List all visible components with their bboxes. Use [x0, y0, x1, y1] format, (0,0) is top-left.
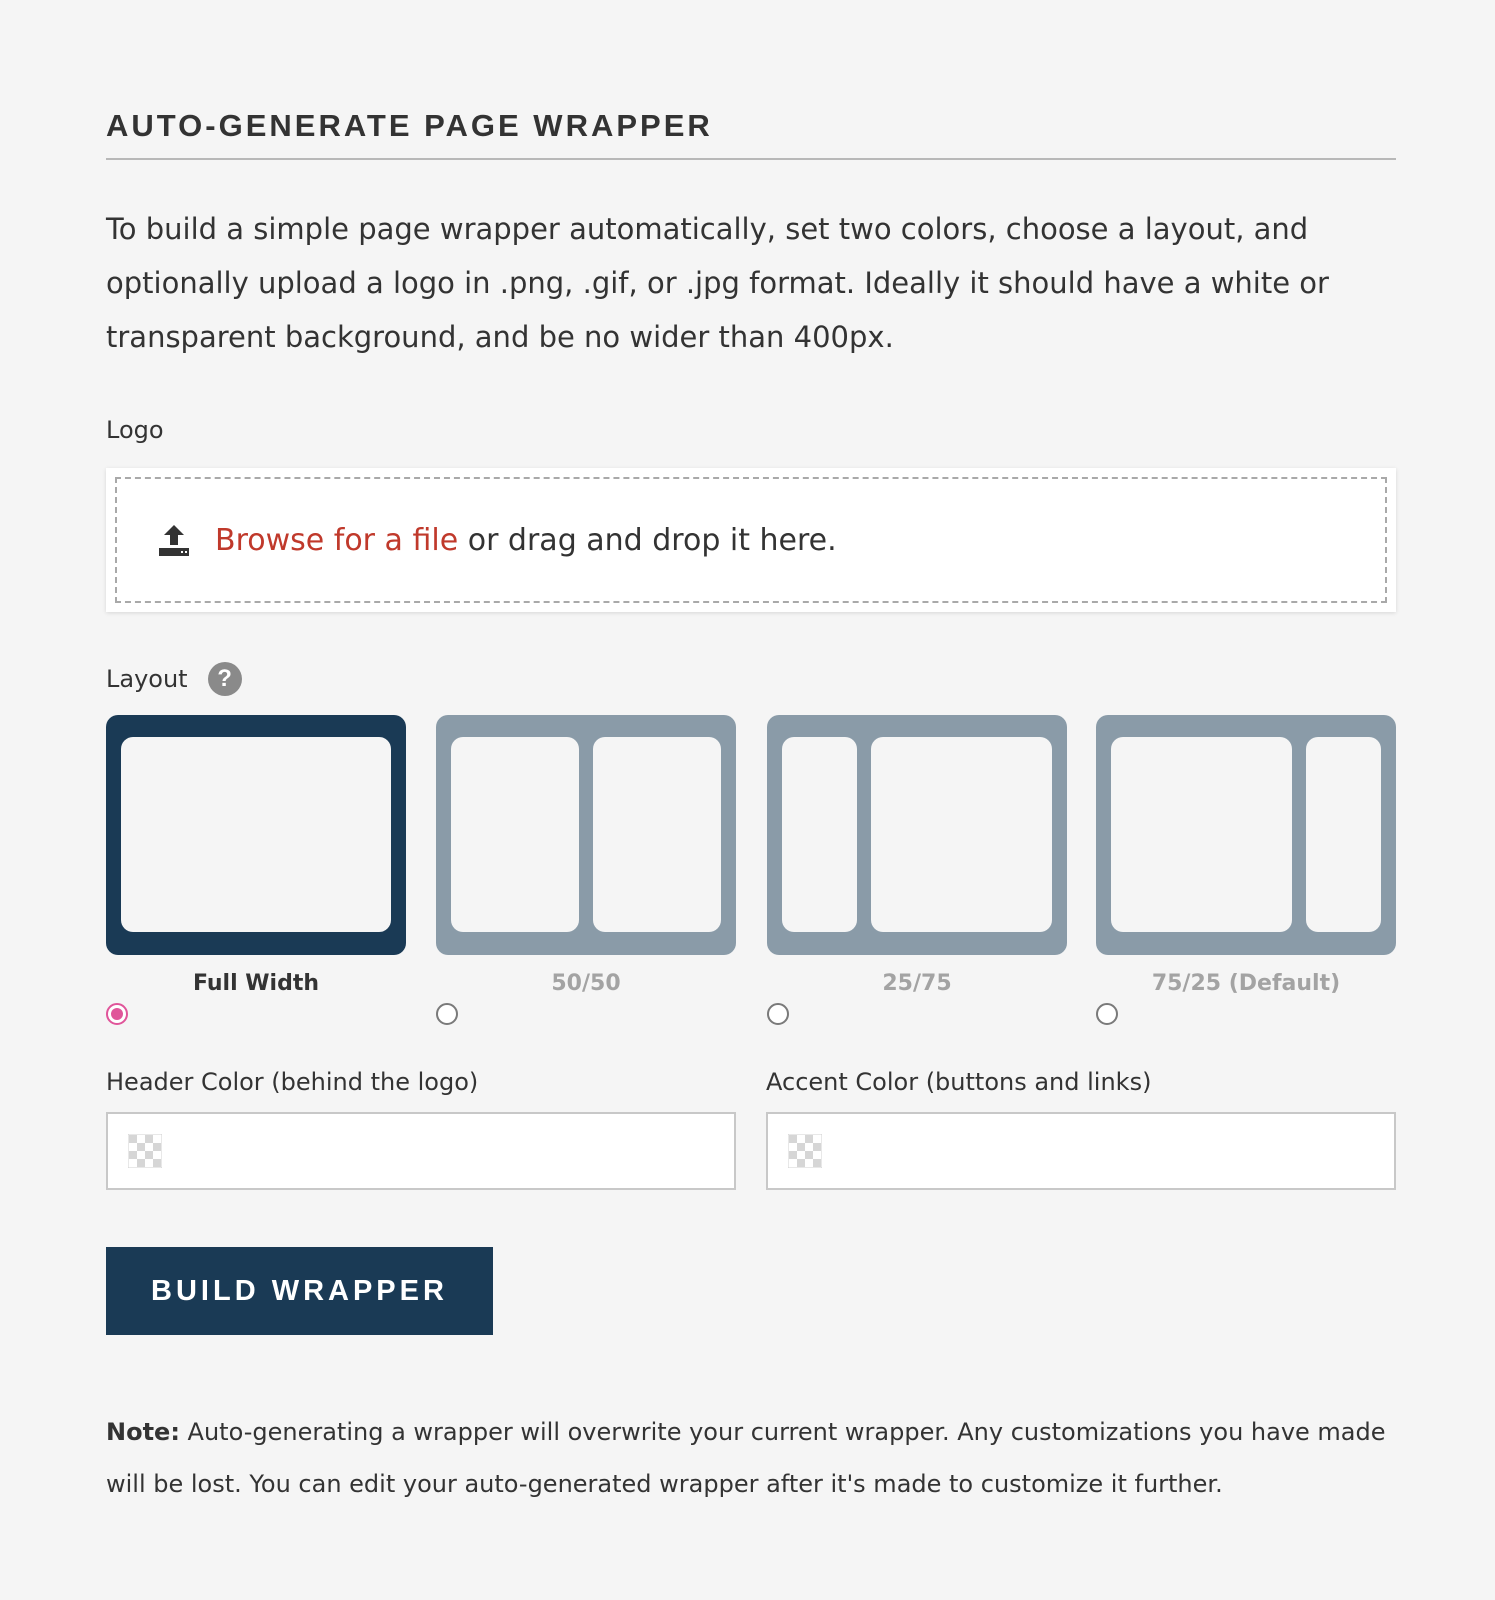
logo-dropzone[interactable]: [106, 468, 1396, 612]
layout-name: 50/50: [551, 971, 621, 996]
drop-text: [215, 523, 837, 558]
layout-option-50-50[interactable]: [436, 715, 736, 1025]
upload-icon: [157, 523, 191, 557]
intro-text: To build a simple page wrapper automatically, set two colors, choose a layout, and optionally upload a logo in .png, .gif, or .jpg format. Ideally it should have a white or transparent background, and be no wider than 400px.: [106, 212, 1329, 354]
layout-name: Full Width: [192, 971, 320, 996]
layout-radio-50-50[interactable]: [436, 1003, 458, 1025]
note-label: Note:: [106, 1418, 180, 1446]
drop-instruction: or drag and drop it here.: [458, 522, 837, 558]
layout-thumb-75-25[interactable]: [1096, 715, 1396, 955]
layout-radio-full-width[interactable]: [106, 1003, 128, 1025]
overwrite-note: [106, 1406, 1396, 1510]
section-title: AUTO-GENERATE PAGE WRAPPER: [106, 108, 713, 143]
transparent-swatch-icon[interactable]: [788, 1134, 822, 1168]
layout-thumb-full-width[interactable]: [106, 715, 406, 955]
accent-color-input[interactable]: [766, 1112, 1396, 1190]
layout-radio-75-25[interactable]: [1096, 1003, 1118, 1025]
layout-option-75-25[interactable]: [1096, 715, 1396, 1025]
layout-pane: [1306, 737, 1381, 932]
layout-option-25-75[interactable]: [767, 715, 1067, 1025]
header-color-input[interactable]: [106, 1112, 736, 1190]
layout-thumb-25-75[interactable]: [767, 715, 1067, 955]
help-icon[interactable]: ?: [208, 662, 242, 696]
header-color-label: Header Color (behind the logo): [106, 1068, 479, 1096]
layout-thumb-50-50[interactable]: [436, 715, 736, 955]
layout-radio-25-75[interactable]: [767, 1003, 789, 1025]
layout-label-row: [106, 662, 242, 696]
note-text: Auto-generating a wrapper will overwrite your current wrapper. Any customizations you have made will be lost. You can edit your auto-generated wrapper after it's made to customize it further.: [106, 1418, 1386, 1498]
logo-dropzone-border[interactable]: [115, 477, 1387, 603]
build-wrapper-button[interactable]: BUILD WRAPPER: [106, 1247, 493, 1335]
title-divider: [106, 158, 1396, 160]
layout-pane: [871, 737, 1052, 932]
layout-name: 25/75: [882, 971, 952, 996]
logo-label: Logo: [106, 416, 164, 444]
layout-pane: [593, 737, 721, 932]
header-color-group: [106, 1068, 736, 1190]
transparent-swatch-icon[interactable]: [128, 1134, 162, 1168]
accent-color-label: Accent Color (buttons and links): [766, 1068, 1152, 1096]
layout-name: 75/25 (Default): [1151, 971, 1341, 996]
layout-label: Layout: [106, 665, 188, 693]
layout-pane: [782, 737, 857, 932]
browse-file-link[interactable]: Browse for a file: [215, 522, 459, 558]
accent-color-group: [766, 1068, 1396, 1190]
layout-options: [106, 715, 1396, 1035]
layout-pane: [451, 737, 579, 932]
layout-pane: [121, 737, 391, 932]
layout-pane: [1111, 737, 1292, 932]
layout-option-full-width[interactable]: [106, 715, 406, 1025]
